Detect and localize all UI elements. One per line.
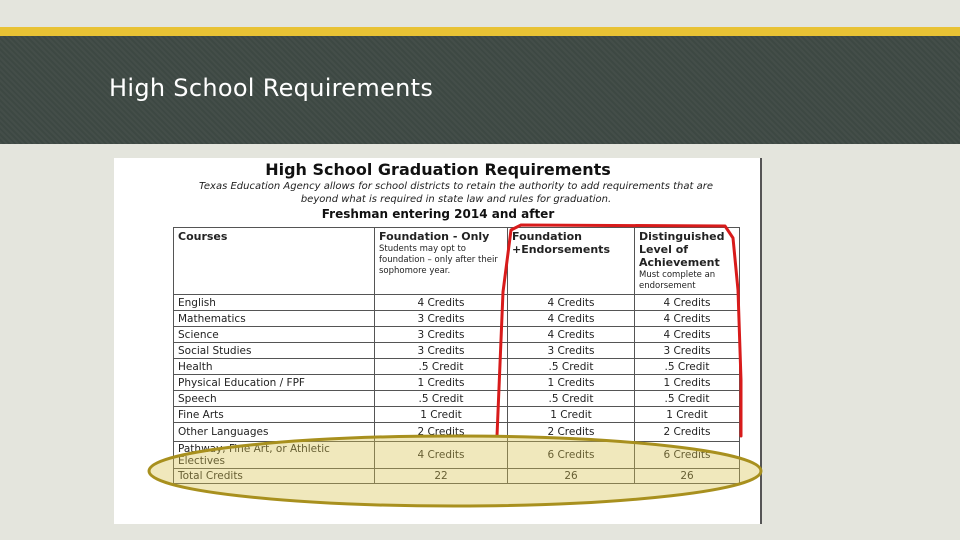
- document-title: High School Graduation Requirements: [265, 160, 611, 179]
- table-row: [174, 343, 740, 359]
- credit-cell: 4 Credits: [635, 311, 740, 327]
- table-header-row: [174, 228, 740, 295]
- table-row: [174, 442, 740, 469]
- credit-cell: 4 Credits: [508, 327, 635, 343]
- credit-cell: 22: [375, 469, 508, 484]
- credit-cell: 4 Credits: [375, 442, 508, 469]
- credit-cell: .5 Credit: [375, 391, 508, 407]
- table-row: [174, 391, 740, 407]
- course-cell: Other Languages: [174, 423, 375, 442]
- table-row: [174, 359, 740, 375]
- credit-cell: 1 Credits: [375, 375, 508, 391]
- table-row: [174, 327, 740, 343]
- credit-cell: 3 Credits: [375, 327, 508, 343]
- credit-cell: .5 Credit: [635, 359, 740, 375]
- credit-cell: 4 Credits: [375, 295, 508, 311]
- credit-cell: 3 Credits: [508, 343, 635, 359]
- credit-cell: 1 Credits: [508, 375, 635, 391]
- course-cell: Fine Arts: [174, 407, 375, 423]
- credit-cell: 26: [508, 469, 635, 484]
- credit-cell: 2 Credits: [375, 423, 508, 442]
- course-cell: Total Credits: [174, 469, 375, 484]
- credit-cell: 3 Credits: [375, 311, 508, 327]
- credit-cell: 3 Credits: [375, 343, 508, 359]
- credit-cell: .5 Credit: [508, 391, 635, 407]
- credit-cell: .5 Credit: [508, 359, 635, 375]
- course-cell: English: [174, 295, 375, 311]
- document-subtitle: Texas Education Agency allows for school districts to retain the authority to add requirements that are beyond what is required in state law and rules for graduation.: [199, 181, 713, 205]
- credit-cell: .5 Credit: [375, 359, 508, 375]
- table-row: [174, 407, 740, 423]
- header-distinguished: Distinguished Level of Achievement Must complete an endorsement: [635, 228, 740, 295]
- credit-cell: 4 Credits: [635, 327, 740, 343]
- course-cell: Speech: [174, 391, 375, 407]
- slide-title: High School Requirements: [109, 74, 434, 102]
- credit-cell: 1 Credit: [635, 407, 740, 423]
- course-cell: Physical Education / FPF: [174, 375, 375, 391]
- credit-cell: 1 Credits: [635, 375, 740, 391]
- course-cell: Pathway, Fine Art, or Athletic Electives: [174, 442, 375, 469]
- course-cell: Science: [174, 327, 375, 343]
- credit-cell: 1 Credit: [375, 407, 508, 423]
- credit-cell: 6 Credits: [635, 442, 740, 469]
- course-cell: Social Studies: [174, 343, 375, 359]
- header-foundation-only-note: Students may opt to foundation – only after their sophomore year.: [379, 244, 498, 276]
- credit-cell: 2 Credits: [635, 423, 740, 442]
- document-image: [114, 158, 762, 524]
- credit-cell: 1 Credit: [508, 407, 635, 423]
- table-row: [174, 311, 740, 327]
- header-distinguished-note: Must complete an endorsement: [639, 270, 716, 291]
- table-row: [174, 295, 740, 311]
- requirements-table: [173, 227, 740, 484]
- accent-bar: [0, 27, 960, 36]
- credit-cell: 6 Credits: [508, 442, 635, 469]
- credit-cell: 26: [635, 469, 740, 484]
- credit-cell: 4 Credits: [508, 295, 635, 311]
- credit-cell: 4 Credits: [635, 295, 740, 311]
- table-row: [174, 375, 740, 391]
- course-cell: Health: [174, 359, 375, 375]
- credit-cell: 2 Credits: [508, 423, 635, 442]
- top-stripe: [0, 0, 960, 27]
- header-foundation-endorsements: Foundation +Endorsements: [508, 228, 635, 295]
- header-foundation-only: Foundation - Only Students may opt to foundation – only after their sophomore year.: [375, 228, 508, 295]
- table-row: [174, 423, 740, 442]
- credit-cell: .5 Credit: [635, 391, 740, 407]
- document-heading: Freshman entering 2014 and after: [321, 207, 555, 221]
- table-row: [174, 469, 740, 484]
- course-cell: Mathematics: [174, 311, 375, 327]
- header-courses: Courses: [174, 228, 375, 295]
- credit-cell: 3 Credits: [635, 343, 740, 359]
- credit-cell: 4 Credits: [508, 311, 635, 327]
